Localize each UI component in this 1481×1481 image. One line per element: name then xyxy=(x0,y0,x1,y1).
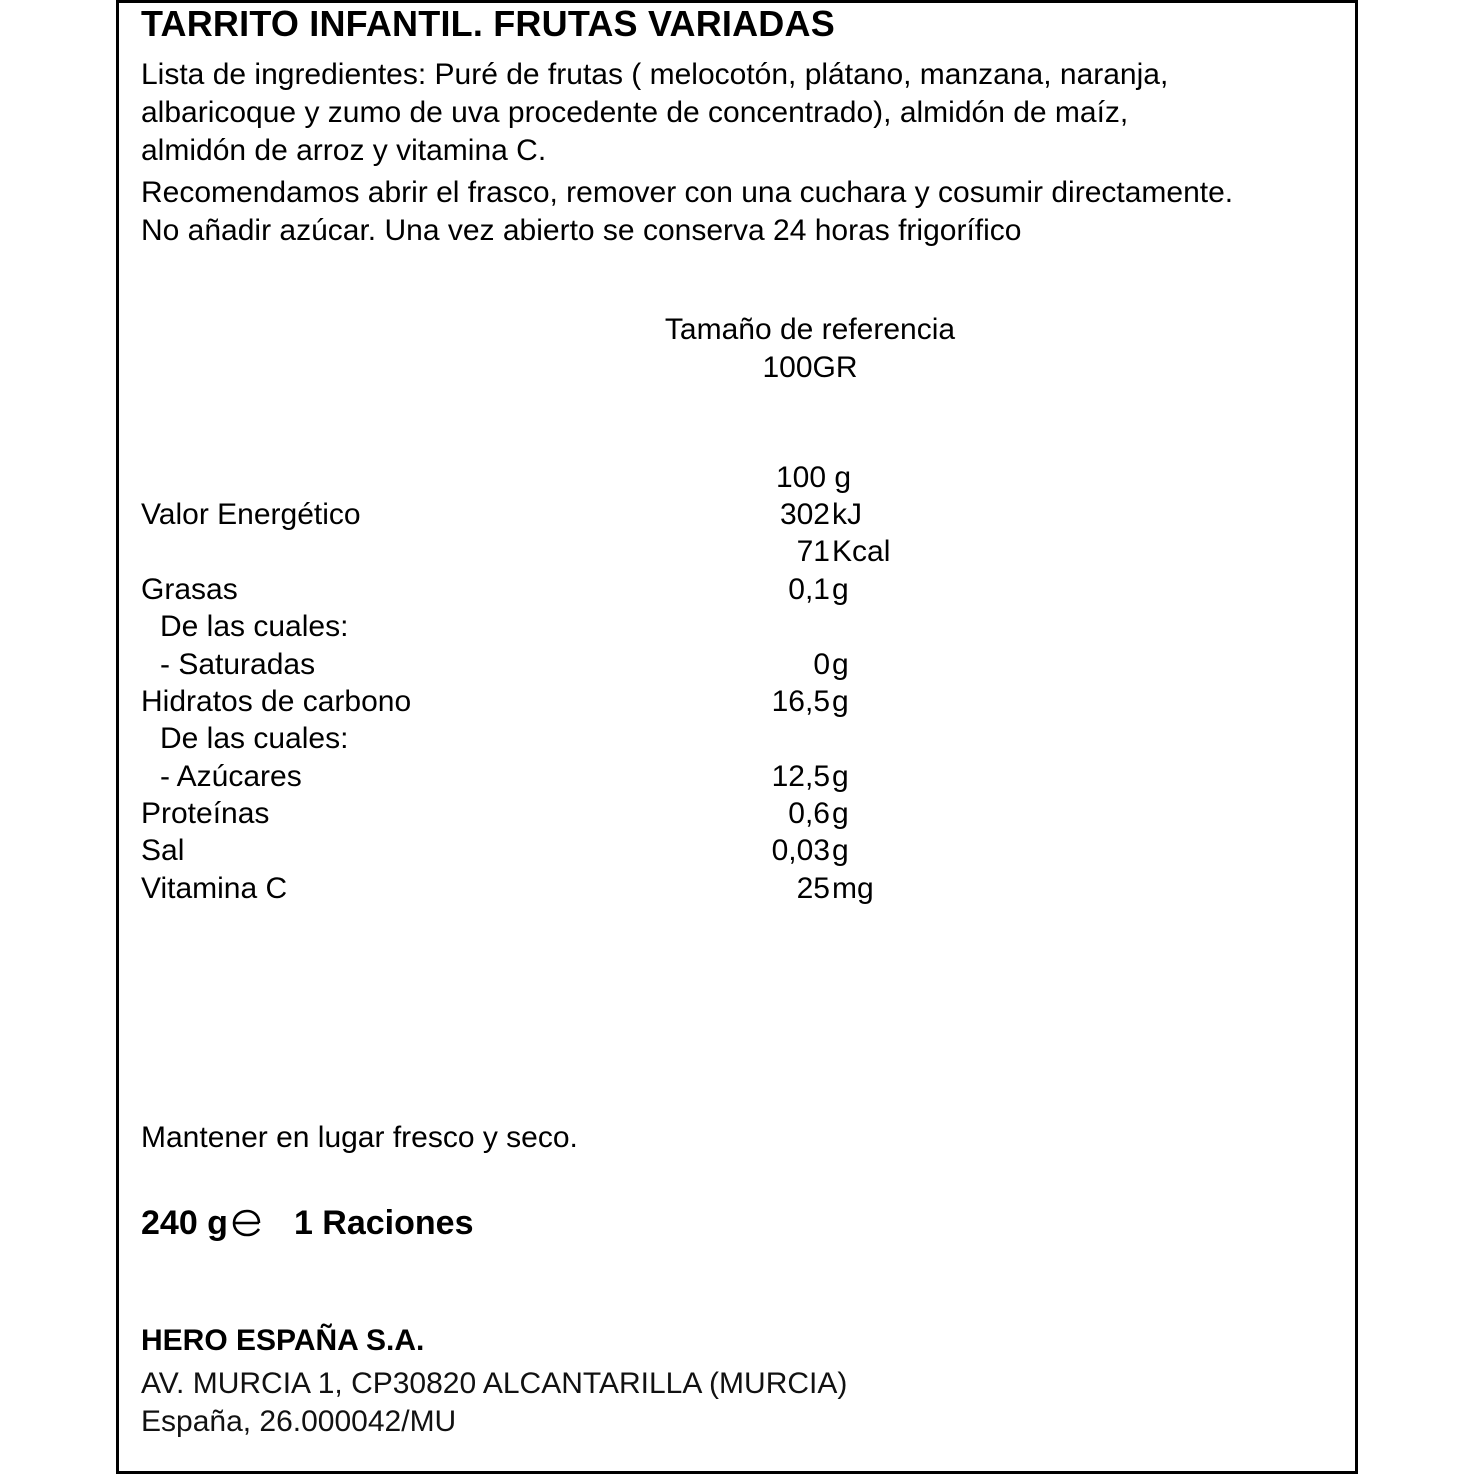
nutrition-row-value: 16,5 xyxy=(771,685,830,718)
nutrition-row-unit: g xyxy=(832,797,849,830)
nutrition-row-value: 0,1 xyxy=(788,573,830,606)
nutrition-row-value: 0,03 xyxy=(771,834,830,867)
nutrition-row-unit: g xyxy=(832,760,849,793)
ingredients-line: Lista de ingredientes: Puré de frutas ( melocotón, plátano, manzana, naranja, xyxy=(141,58,1169,91)
nutrition-row-label: Proteínas xyxy=(141,797,270,830)
nutrition-row-label: Grasas xyxy=(141,573,238,606)
nutrition-row-label: - Azúcares xyxy=(160,760,302,793)
ingredients-block xyxy=(141,56,1168,170)
product-title: TARRITO INFANTIL. FRUTAS VARIADAS xyxy=(141,3,835,44)
nutrition-column-header: 100 g xyxy=(776,461,852,494)
recommendation-line: No añadir azúcar. Una vez abierto se conserva 24 horas frigorífico xyxy=(141,214,1022,247)
nutrition-row-unit: mg xyxy=(832,872,874,905)
nutrition-row-unit: g xyxy=(832,834,849,867)
nutrition-row-value: 71 xyxy=(796,535,830,568)
ingredients-line: almidón de arroz y vitamina C. xyxy=(141,134,547,167)
net-weight xyxy=(141,1204,473,1243)
nutrition-row-unit: kJ xyxy=(832,498,862,531)
ingredients-line: albaricoque y zumo de uva procedente de concentrado), almidón de maíz, xyxy=(141,96,1129,129)
manufacturer-country-code: España, 26.000042/MU xyxy=(141,1405,457,1438)
estimated-sign-icon xyxy=(230,1208,264,1238)
servings-count: 1 Raciones xyxy=(293,1204,474,1242)
manufacturer-name: HERO ESPAÑA S.A. xyxy=(141,1324,425,1357)
nutrition-row-label: Vitamina C xyxy=(141,872,288,905)
manufacturer-address: AV. MURCIA 1, CP30820 ALCANTARILLA (MURCIA) xyxy=(141,1367,848,1400)
nutrition-row-label: Sal xyxy=(141,834,185,867)
nutrition-row-unit: Kcal xyxy=(832,535,891,568)
nutrition-subheading: De las cuales: xyxy=(160,722,349,755)
nutrition-row-label: Valor Energético xyxy=(141,498,361,531)
net-weight-value: 240 g xyxy=(141,1204,228,1242)
nutrition-row-label: - Saturadas xyxy=(160,648,316,681)
nutrition-row-unit: g xyxy=(832,685,849,718)
nutrition-row-value: 0 xyxy=(813,648,830,681)
reference-size-label: Tamaño de referencia xyxy=(664,313,956,346)
recommendation-block xyxy=(141,174,1233,250)
nutrition-row-unit: g xyxy=(832,573,849,606)
storage-instructions: Mantener en lugar fresco y seco. xyxy=(141,1121,578,1154)
nutrition-row-value: 25 xyxy=(796,872,830,905)
reference-size-value: 100GR xyxy=(762,351,858,384)
nutrition-row-value: 12,5 xyxy=(771,760,830,793)
nutrition-subheading: De las cuales: xyxy=(160,610,349,643)
nutrition-row-value: 0,6 xyxy=(788,797,830,830)
nutrition-row-label: Hidratos de carbono xyxy=(141,685,412,718)
nutrition-row-unit: g xyxy=(832,648,849,681)
recommendation-line: Recomendamos abrir el frasco, remover con una cuchara y cosumir directamente. xyxy=(141,176,1234,209)
nutrition-row-value: 302 xyxy=(779,498,830,531)
